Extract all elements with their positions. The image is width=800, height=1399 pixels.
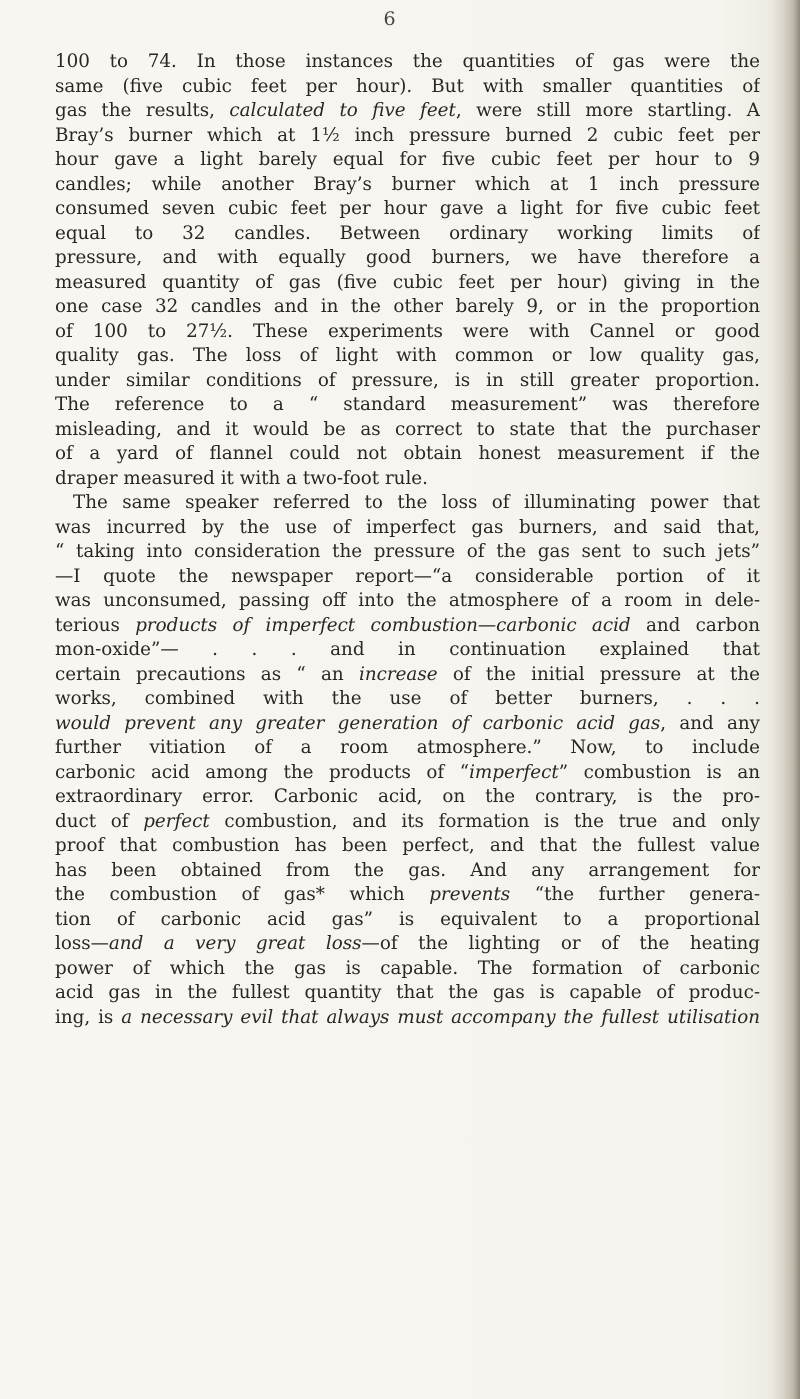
text-line: 100 to 74. In those instances the quantities of gas were the bbox=[55, 51, 760, 72]
text-run: certain precautions as “ an bbox=[55, 663, 359, 685]
text-run: terious bbox=[55, 614, 136, 636]
italic-text: products of imperfect combustion—carbonic acid bbox=[135, 614, 631, 636]
text-line: quality gas. The loss of light with common or low quality gas, bbox=[55, 345, 760, 366]
text-line: —I quote the newspaper report—“a considerable portion of it bbox=[55, 565, 760, 587]
italic-text: would prevent any greater generation of carbonic acid gas bbox=[55, 712, 661, 734]
text-line: The reference to a “ standard measurement” was therefore bbox=[55, 394, 760, 415]
text-run: duct of bbox=[55, 810, 144, 832]
text-line: under similar conditions of pressure, is in still greater proportion. bbox=[55, 369, 760, 391]
text-line: proof that combustion has been perfect, and that the fullest value bbox=[55, 835, 760, 856]
italic-text: increase bbox=[359, 663, 438, 685]
text-line: of a yard of flannel could not obtain honest measurement if the bbox=[55, 443, 760, 464]
text-run: ” combustion is an bbox=[558, 761, 760, 783]
text-run: , were still more startling. A bbox=[455, 100, 760, 121]
text-line: hour gave a light barely equal for five cubic feet per hour to 9 bbox=[55, 149, 760, 170]
text-run: loss— bbox=[55, 933, 109, 954]
text-line bbox=[55, 614, 760, 639]
text-line: consumed seven cubic feet per hour gave a light for five cubic feet bbox=[55, 198, 760, 219]
text-line: works, combined with the use of better burners, . . . bbox=[55, 688, 760, 709]
text-run: carbonic acid among the products of “ bbox=[55, 761, 470, 783]
text-line: tion of carbonic acid gas” is equivalent to a proportional bbox=[55, 908, 760, 930]
italic-text: and a very great loss bbox=[108, 933, 362, 954]
italic-text: prevents bbox=[429, 884, 511, 905]
text-run: the combustion of gas* which bbox=[55, 884, 430, 905]
text-line bbox=[55, 712, 760, 737]
text-line: “ taking into consideration the pressure of the gas sent to such jets” bbox=[55, 541, 760, 562]
text-run: , and any bbox=[660, 712, 760, 734]
text-line bbox=[55, 1006, 760, 1031]
text-run: of the initial pressure at the bbox=[437, 663, 760, 685]
page-edge-shadow bbox=[772, 0, 800, 1399]
text-line bbox=[55, 663, 760, 688]
text-line: power of which the gas is capable. The formation of carbonic bbox=[55, 957, 760, 979]
text-line: of 100 to 27½. These experiments were with Cannel or good bbox=[55, 320, 760, 342]
text-line bbox=[55, 932, 760, 957]
text-run: combustion, and its formation is the true and only bbox=[209, 810, 760, 832]
text-run: “the further genera- bbox=[510, 884, 760, 905]
text-line: one case 32 candles and in the other barely 9, or in the proportion bbox=[55, 296, 760, 317]
text-line: was unconsumed, passing off into the atmosphere of a room in dele- bbox=[55, 590, 760, 611]
body-text bbox=[55, 50, 760, 1030]
text-run: ing, is bbox=[55, 1006, 122, 1028]
text-line: extraordinary error. Carbonic acid, on the contrary, is the pro- bbox=[55, 786, 760, 807]
text-line bbox=[55, 99, 760, 124]
text-line bbox=[55, 810, 760, 835]
text-line: pressure, and with equally good burners, we have therefore a bbox=[55, 247, 760, 268]
text-line bbox=[55, 883, 760, 908]
text-run: —of the lighting or of the heating bbox=[361, 933, 760, 954]
italic-text: imperfect bbox=[469, 761, 559, 783]
text-line: The same speaker referred to the loss of illuminating power that bbox=[73, 492, 760, 513]
text-run: gas the results, bbox=[55, 100, 230, 121]
text-line: Bray’s burner which at 1½ inch pressure burned 2 cubic feet per bbox=[55, 124, 760, 146]
italic-text: perfect bbox=[143, 810, 210, 832]
text-line: measured quantity of gas (five cubic feet per hour) giving in the bbox=[55, 271, 760, 293]
text-line: was incurred by the use of imperfect gas burners, and said that, bbox=[55, 516, 760, 538]
text-line: misleading, and it would be as correct to state that the purchaser bbox=[55, 418, 760, 440]
text-line: same (five cubic feet per hour). But with smaller quantities of bbox=[55, 75, 760, 97]
text-line: acid gas in the fullest quantity that the gas is capable of produc- bbox=[55, 982, 760, 1003]
text-line: candles; while another Bray’s burner which at 1 inch pressure bbox=[55, 173, 760, 195]
page-number: 6 bbox=[383, 8, 397, 30]
text-line: draper measured it with a two-foot rule. bbox=[55, 467, 428, 489]
text-line: further vitiation of a room atmosphere.” Now, to include bbox=[55, 737, 760, 758]
text-line: equal to 32 candles. Between ordinary working limits of bbox=[55, 222, 760, 244]
text-run: and carbon bbox=[630, 614, 760, 636]
text-line: has been obtained from the gas. And any arrangement for bbox=[55, 859, 760, 881]
text-line bbox=[55, 761, 760, 786]
text-line: mon-oxide”— . . . and in continuation explained that bbox=[55, 639, 760, 660]
italic-text: a necessary evil that always must accompany the fullest utilisation bbox=[121, 1006, 760, 1028]
italic-text: calculated to five feet bbox=[229, 100, 456, 121]
